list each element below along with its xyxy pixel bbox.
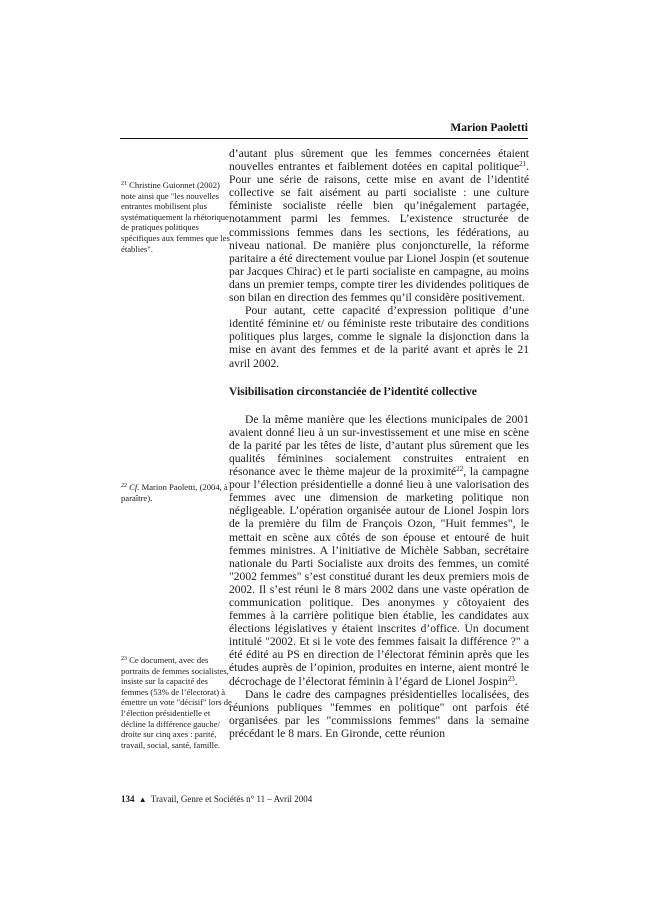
note-number: 22 <box>121 483 127 489</box>
triangle-icon: ▲ <box>138 795 147 804</box>
ps-abbreviation: PS <box>286 648 300 662</box>
running-head-author: Marion Paoletti <box>450 122 528 134</box>
section-heading: Visibilisation circonstanciée de l’identité collective <box>229 384 477 398</box>
main-text-column <box>229 147 529 740</box>
paragraph-1: d’autant plus sûrement que les femmes concernées étaient nouvelles entrantes et faiblement dotées en capital politique$^{21}$. Pour une série de raisons, cette mise en avant de l’identité collective se fait aisément au parti socialiste : une culture féministe socialiste réelle bien qu’inégalement partagée, notamment parmi les femmes. L’existence structurée de commissions femmes dans les sections, les fédérations, au niveau national. De manière plus conjoncturelle, la réforme paritaire a été directement voulue par Lionel Jospin (et soutenue par Jacques Chirac) et le parti socialiste en campagne, au moins dans un premier temps, compte tirer les dividendes politiques de son bilan en direction des femmes qu’il considère positivement. <box>229 147 529 305</box>
paragraph-3: De la même manière que les élections municipales de 2001 avaient donné lieu à un sur-investissement et une mise en scène de la parité par les têtes de liste, d’autant plus sûrement que les qualités féminines socialement construites entraient en résonance avec le thème majeur de la proximité$^{22}$, la campagne pour l’élection présidentielle a donné lieu à une valorisation des femmes avec une dimension de marketing politique non négligeable. L’opération organisée autour de Lionel Jospin lors de la première du film de François Ozon, "Huit femmes", le mettait en scène aux côtés de son épouse et entouré de huit femmes ministres. A l’initiative de Michèle Sabban, secrétaire nationale du Parti Socialiste aux droits des femmes, un comité "2002 femmes" s’est constitué durant les deux premiers mois de 2002. Il s’est réuni le 8 mars 2002 dans une vaste opération de communication politique. Des anonymes y côtoyaient des femmes à la carrière politique bien établie, les candidates aux élections législatives y étaient inscrites d’office. Un document intitulé "2002. Et si le vote des femmes faisait la différence ?" a été édité au PS en direction de l’électorat féminin après que les études auprès de l’opinion, produites en interne, aient montré le décrochage de l’électorat féminin à l’égard de Lionel Jospin$^{23}$. <box>229 412 530 688</box>
footnote-ref-22: 22 <box>456 465 464 474</box>
margin-note-23: $^{23}$ Ce document, avec des portraits de femmes socialistes, insiste sur la capacité des femmes (53% de l’électorat) à émettre un vote "décisif" lors de l’élection présidentielle et décline la différence gauche/ droite sur cinq axes : parité, travail, social, santé, famille. <box>121 655 232 750</box>
note-number: 23 <box>121 656 127 662</box>
page-number: 134 <box>121 794 135 804</box>
paragraph-4: Dans le cadre des campagnes présidentielles localisées, des réunions publiques "femmes en politique" ont parfois été organisées par les "commissions femmes" dans la semaine précédant le 8 mars. En Gironde, cette réunion <box>229 687 529 740</box>
journal-title: Travail, Genre et Sociétés n° 11 – Avril 2004 <box>150 794 313 804</box>
margin-note-22: $^{22}$ Cf. Marion Paoletti, (2004, à paraître). <box>121 482 228 503</box>
footnote-ref-21: 21 <box>519 160 527 169</box>
margin-note-21: $^{21}$ Christine Guionnet (2002) note ainsi que "les nouvelles entrantes mobilisent plus systématiquement la rhétorique de pratiques politiques spécifiques aux femmes que les établies". <box>121 180 230 254</box>
note-number: 21 <box>121 181 127 187</box>
header-rule <box>120 138 528 139</box>
paragraph-2: Pour autant, cette capacité d’expression politique d’une identité féminine et/ ou féministe reste tributaire des conditions politiques plus larges, comme le signale la disjonction dans la mise en avant des femmes et de la parité avant et après le 21 avril 2002. <box>229 304 529 370</box>
footnote-ref-23: 23 <box>507 674 515 683</box>
page-footer <box>121 794 312 804</box>
